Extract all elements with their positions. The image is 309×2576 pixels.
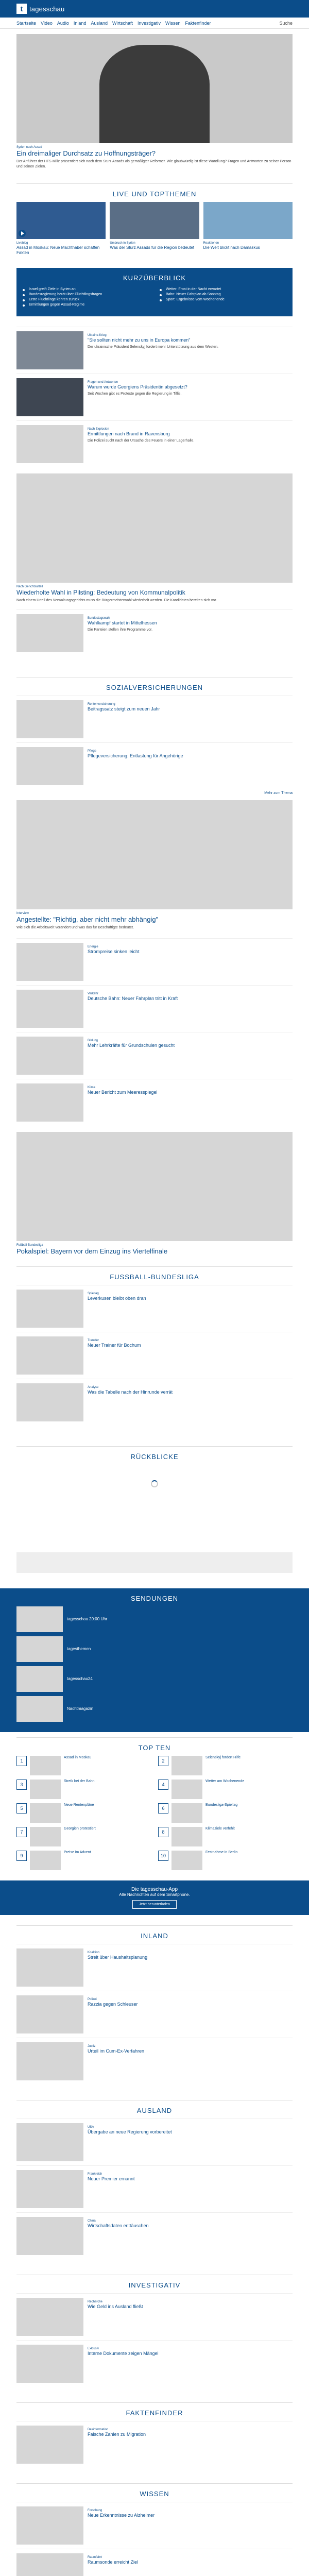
- story-headline[interactable]: Beitragssatz steigt zum neuen Jahr: [88, 706, 160, 711]
- story-headline[interactable]: "Sie sollten nicht mehr zu uns in Europa kommen": [88, 337, 191, 343]
- story-teaser[interactable]: [16, 938, 293, 985]
- video-placeholder[interactable]: [16, 1132, 293, 1241]
- sendung-label: tagesthemen: [67, 1647, 91, 1651]
- brand-name[interactable]: tagesschau: [29, 5, 65, 13]
- nav-item-faktenfinder[interactable]: Faktenfinder: [185, 20, 211, 26]
- live-item-headline[interactable]: Die Welt blickt nach Damaskus: [203, 245, 260, 250]
- story-teaser[interactable]: Recherche Wie Geld ins Ausland fließt: [16, 2293, 293, 2340]
- live-item[interactable]: [110, 202, 199, 256]
- story-image[interactable]: [16, 1037, 83, 1075]
- story-teaser[interactable]: [16, 327, 293, 374]
- story-headline[interactable]: Warum wurde Georgiens Präsidentin abgesetzt?: [88, 384, 187, 390]
- fussball-topline: Fußball-Bundesliga: [16, 1244, 43, 1247]
- story-image[interactable]: [16, 378, 83, 416]
- angel-topline: Interview: [16, 911, 29, 915]
- story-text: Die Polizei sucht nach der Ursache des Feuers in einer Lagerhalle.: [88, 439, 195, 443]
- story-image[interactable]: [16, 943, 83, 981]
- rueckblick-loader: [16, 1480, 293, 1552]
- sendung-item[interactable]: [16, 1696, 293, 1722]
- story-teaser[interactable]: [16, 374, 293, 420]
- story-image[interactable]: [16, 2170, 83, 2208]
- angel-headline[interactable]: Angestellte: "Richtig, aber nicht mehr abhängig": [16, 915, 159, 923]
- live-item-headline[interactable]: Assad in Moskau: Neue Machthaber schaffen Fakten: [16, 245, 100, 256]
- sendung-label: Nachtmagazin: [67, 1706, 94, 1711]
- mid-headline[interactable]: Wiederholte Wahl in Pilsting: Bedeutung von Kommunalpolitik: [16, 589, 185, 597]
- story-topline: Ukraine-Krieg: [88, 334, 107, 337]
- bullet-icon: [23, 299, 25, 301]
- story-image[interactable]: [16, 2298, 83, 2336]
- nav-item-audio[interactable]: Audio: [57, 20, 69, 26]
- story-image[interactable]: [16, 2426, 83, 2464]
- hero-image[interactable]: [16, 34, 293, 143]
- story-topline: Rentenversicherung: [88, 702, 115, 706]
- section-title-wissen: WISSEN: [16, 2483, 293, 2502]
- video-placeholder[interactable]: [16, 800, 293, 909]
- live-item-topline: Liveblog: [16, 242, 28, 245]
- story-image[interactable]: [16, 2506, 83, 2545]
- story-image[interactable]: [16, 990, 83, 1028]
- story-image[interactable]: [16, 700, 83, 738]
- topten-item[interactable]: 5 Neue Rentenpläne: [16, 1803, 151, 1823]
- topten-item[interactable]: 7 Georgien protestiert: [16, 1827, 151, 1846]
- sendung-item[interactable]: [16, 1636, 293, 1662]
- story-topline: Spieltag: [88, 1292, 99, 1295]
- story-teaser[interactable]: Koalition Streit über Haushaltsplanung: [16, 1944, 293, 1991]
- section-title-sozial: SOZIALVERSICHERUNGEN: [16, 677, 293, 696]
- live-item-topline: Umbruch in Syrien: [110, 242, 135, 245]
- mid-teaser: Nach einem Urteil des Verwaltungsgerichts muss die Bürgermeisterwahl wiederholt werden. Die Kandidaten bereiten sich vor.: [16, 599, 217, 603]
- story-headline[interactable]: Neuer Trainer für Bochum: [88, 1342, 141, 1348]
- story-teaser[interactable]: Raumfahrt Raumsonde erreicht Ziel: [16, 2549, 293, 2576]
- story-text: Die Parteien stellen ihre Programme vor.: [88, 628, 153, 632]
- app-title: Die tagesschau-App: [131, 1886, 178, 1892]
- hero-headline[interactable]: Ein dreimaliger Durchsatz zu Hoffnungsträger?: [16, 149, 156, 157]
- story-image[interactable]: [16, 614, 83, 652]
- story-teaser[interactable]: [16, 1379, 293, 1426]
- hero-teaser-text: Der Anführer der HTS-Miliz präsentiert sich nach dem Sturz Assads als gemäßigter Reformer. Wie glaubwürdig ist diese Wandlung? Fragen und Antworten zu seiner Person und seinen Zielen.: [16, 160, 291, 168]
- live-item-headline[interactable]: Was der Sturz Assads für die Region bedeutet: [110, 245, 195, 250]
- story-image[interactable]: [16, 331, 83, 369]
- bullet-icon: [23, 304, 25, 307]
- app-text: Alle Nachrichten auf dem Smartphone.: [119, 1892, 190, 1897]
- topten-item[interactable]: 9 Preise im Advent: [16, 1851, 151, 1870]
- story-teaser[interactable]: [16, 1332, 293, 1379]
- story-image[interactable]: [16, 1336, 83, 1375]
- live-item-topline: Reaktionen: [203, 242, 219, 245]
- kurzueberblick-box: [16, 268, 293, 316]
- section-title-investigativ: INVESTIGATIV: [16, 2275, 293, 2293]
- story-teaser[interactable]: Forschung Neue Erkenntnisse zu Alzheimer: [16, 2502, 293, 2549]
- kurz-item[interactable]: Erste Flüchtlinge kehren zurück: [23, 298, 149, 301]
- story-topline: Bildung: [88, 1039, 98, 1043]
- nav-item-inland[interactable]: Inland: [73, 20, 87, 26]
- kurz-item[interactable]: Bundesregierung berät über Flüchtlingsfragen: [23, 293, 149, 296]
- story-topline: Verkehr: [88, 992, 98, 996]
- story-image[interactable]: [16, 1995, 83, 2033]
- bullet-icon: [160, 289, 162, 291]
- bullet-icon: [23, 289, 25, 291]
- section-title-faktenfinder: FAKTENFINDER: [16, 2402, 293, 2421]
- story-teaser[interactable]: [16, 696, 293, 742]
- section-title-rueckblick: RÜCKBLICKE: [16, 1446, 293, 1465]
- topten-item[interactable]: 8 Klimaziele verfehlt: [158, 1827, 293, 1846]
- bullet-icon: [23, 294, 25, 296]
- bullet-icon: [160, 299, 162, 301]
- hero-teaser[interactable]: [16, 34, 293, 169]
- story-teaser[interactable]: Justiz Urteil im Cum-Ex-Verfahren: [16, 2038, 293, 2084]
- story-headline[interactable]: Wahlkampf startet in Mittelhessen: [88, 620, 157, 625]
- story-image[interactable]: [16, 2123, 83, 2161]
- topten-item[interactable]: 10 Festnahme in Berlin: [158, 1851, 293, 1870]
- kurz-item[interactable]: Israel greift Ziele in Syrien an: [23, 287, 149, 291]
- topten-item[interactable]: 3 Streik bei der Bahn: [16, 1780, 151, 1799]
- story-topline: Bundestagswahl: [88, 616, 111, 620]
- story-teaser[interactable]: Desinformation Falsche Zahlen zu Migration: [16, 2421, 293, 2468]
- section-title-sendungen: SENDUNGEN: [130, 1594, 179, 1602]
- nav-item-ausland[interactable]: Ausland: [91, 20, 108, 26]
- story-image[interactable]: [16, 2553, 83, 2576]
- story-text: Der ukrainische Präsident Selenskyj fordert mehr Unterstützung aus dem Westen.: [88, 345, 218, 349]
- story-teaser[interactable]: Polizei Razzia gegen Schleuser: [16, 1991, 293, 2038]
- topten-item[interactable]: 6 Bundesliga-Spieltag: [158, 1803, 293, 1823]
- story-teaser[interactable]: Exklusiv Interne Dokumente zeigen Mängel: [16, 2340, 293, 2387]
- nav-item-wissen[interactable]: Wissen: [165, 20, 181, 26]
- app-banner: [0, 1880, 309, 1915]
- story-teaser[interactable]: [16, 1285, 293, 1332]
- nav-item-investigativ[interactable]: Investigativ: [138, 20, 161, 26]
- sendung-label: tagesschau 20:00 Uhr: [67, 1617, 108, 1621]
- live-item[interactable]: [203, 202, 293, 256]
- nav-item-video[interactable]: Video: [41, 20, 53, 26]
- sendungen-box: [0, 1588, 309, 1732]
- brand-logo[interactable]: t: [16, 4, 27, 14]
- sendung-item[interactable]: [16, 1606, 293, 1632]
- top-bar: [0, 0, 309, 18]
- story-topline: Nach Explosion: [88, 428, 109, 431]
- story-image[interactable]: [16, 1083, 83, 1122]
- story-teaser[interactable]: Frankreich Neuer Premier ernannt: [16, 2165, 293, 2212]
- topten-item[interactable]: 4 Wetter am Wochenende: [158, 1780, 293, 1799]
- topten-list: [16, 1756, 293, 1870]
- more-link[interactable]: Mehr zum Thema: [264, 791, 293, 795]
- mid-topline: Nach Gerichtsurteil: [16, 585, 43, 589]
- fussball-headline[interactable]: Pokalspiel: Bayern vor dem Einzug ins Viertelfinale: [16, 1247, 168, 1256]
- story-teaser[interactable]: [16, 985, 293, 1032]
- story-headline[interactable]: Was die Tabelle nach der Hinrunde verrät: [88, 1389, 173, 1395]
- story-image[interactable]: [16, 1948, 83, 1987]
- story-teaser[interactable]: [16, 1032, 293, 1079]
- kurz-item[interactable]: Wetter: Frost in der Nacht erwartet: [160, 287, 286, 291]
- story-headline[interactable]: Leverkusen bleibt oben dran: [88, 1295, 146, 1301]
- story-headline[interactable]: Strompreise sinken leicht: [88, 949, 140, 955]
- story-headline[interactable]: Deutsche Bahn: Neuer Fahrplan tritt in Kraft: [88, 996, 178, 1002]
- story-headline[interactable]: Ermittlungen nach Brand in Ravensburg: [88, 431, 170, 437]
- section-title-topten: TOP TEN: [16, 1737, 293, 1756]
- story-teaser[interactable]: [16, 742, 293, 789]
- angel-teaser: Wie sich die Arbeitswelt verändert und was das für Beschäftigte bedeutet.: [16, 925, 134, 929]
- story-image[interactable]: [16, 2042, 83, 2080]
- loading-spinner-icon: [151, 1480, 158, 1487]
- story-headline[interactable]: Neuer Bericht zum Meeresspiegel: [88, 1090, 158, 1095]
- story-image[interactable]: [16, 1383, 83, 1421]
- story-topline: Energie: [88, 945, 98, 949]
- section-title-kurz: KURZÜBERBLICK: [123, 274, 186, 282]
- story-headline[interactable]: Mehr Lehrkräfte für Grundschulen gesucht: [88, 1043, 175, 1048]
- kurz-item[interactable]: Sport: Ergebnisse vom Wochenende: [160, 298, 286, 301]
- main-content: [0, 34, 309, 1573]
- story-image[interactable]: [16, 425, 83, 463]
- story-topline: Pflege: [88, 749, 97, 753]
- story-teaser[interactable]: [16, 420, 293, 467]
- story-teaser[interactable]: [16, 609, 293, 656]
- sendung-label: tagesschau24: [67, 1676, 93, 1681]
- app-download-button[interactable]: Jetzt herunterladen: [132, 1900, 177, 1909]
- bullet-icon: [160, 294, 162, 296]
- section-title-inland: INLAND: [16, 1925, 293, 1944]
- kurz-item[interactable]: Ermittlungen gegen Assad-Regime: [23, 303, 149, 307]
- live-grid: [16, 202, 293, 256]
- hero-topline: Syrien nach Assad: [16, 146, 42, 149]
- story-teaser[interactable]: USA Übergabe an neue Regierung vorbereitet: [16, 2119, 293, 2165]
- nav-item-startseite[interactable]: Startseite: [16, 20, 37, 26]
- section-title-ausland: AUSLAND: [16, 2100, 293, 2119]
- topten-item[interactable]: 2 Selenskyj fordert Hilfe: [158, 1756, 293, 1775]
- story-headline[interactable]: Pflegeversicherung: Entlastung für Angehörige: [88, 753, 183, 758]
- sendung-item[interactable]: [16, 1666, 293, 1692]
- live-item[interactable]: [16, 202, 106, 256]
- story-image[interactable]: [16, 2217, 83, 2255]
- story-text: Seit Wochen gibt es Proteste gegen die Regierung in Tiflis.: [88, 392, 182, 396]
- topten-item[interactable]: 1 Assad in Moskau: [16, 1756, 151, 1775]
- search-link[interactable]: Suche: [279, 20, 293, 26]
- story-image[interactable]: [16, 1290, 83, 1328]
- story-image[interactable]: [16, 747, 83, 785]
- kurz-item[interactable]: Bahn: Neuer Fahrplan ab Sonntag: [160, 293, 286, 296]
- ad-placeholder: [16, 1552, 293, 1573]
- story-teaser[interactable]: China Wirtschaftsdaten enttäuschen: [16, 2212, 293, 2259]
- section-title-fussball: FUSSBALL-BUNDESLIGA: [16, 1266, 293, 1285]
- main-nav: [0, 18, 309, 29]
- story-teaser[interactable]: [16, 1079, 293, 1126]
- story-topline: Analyse: [88, 1385, 99, 1389]
- story-topline: Fragen und Antworten: [88, 381, 118, 384]
- story-topline: Transfer: [88, 1338, 99, 1342]
- story-image[interactable]: [16, 2345, 83, 2383]
- video-placeholder[interactable]: [16, 473, 293, 583]
- nav-item-wirtschaft[interactable]: Wirtschaft: [112, 20, 133, 26]
- play-icon[interactable]: [19, 230, 26, 237]
- story-topline: Klima: [88, 1086, 96, 1090]
- section-title-live: LIVE UND TOPTHEMEN: [16, 183, 293, 202]
